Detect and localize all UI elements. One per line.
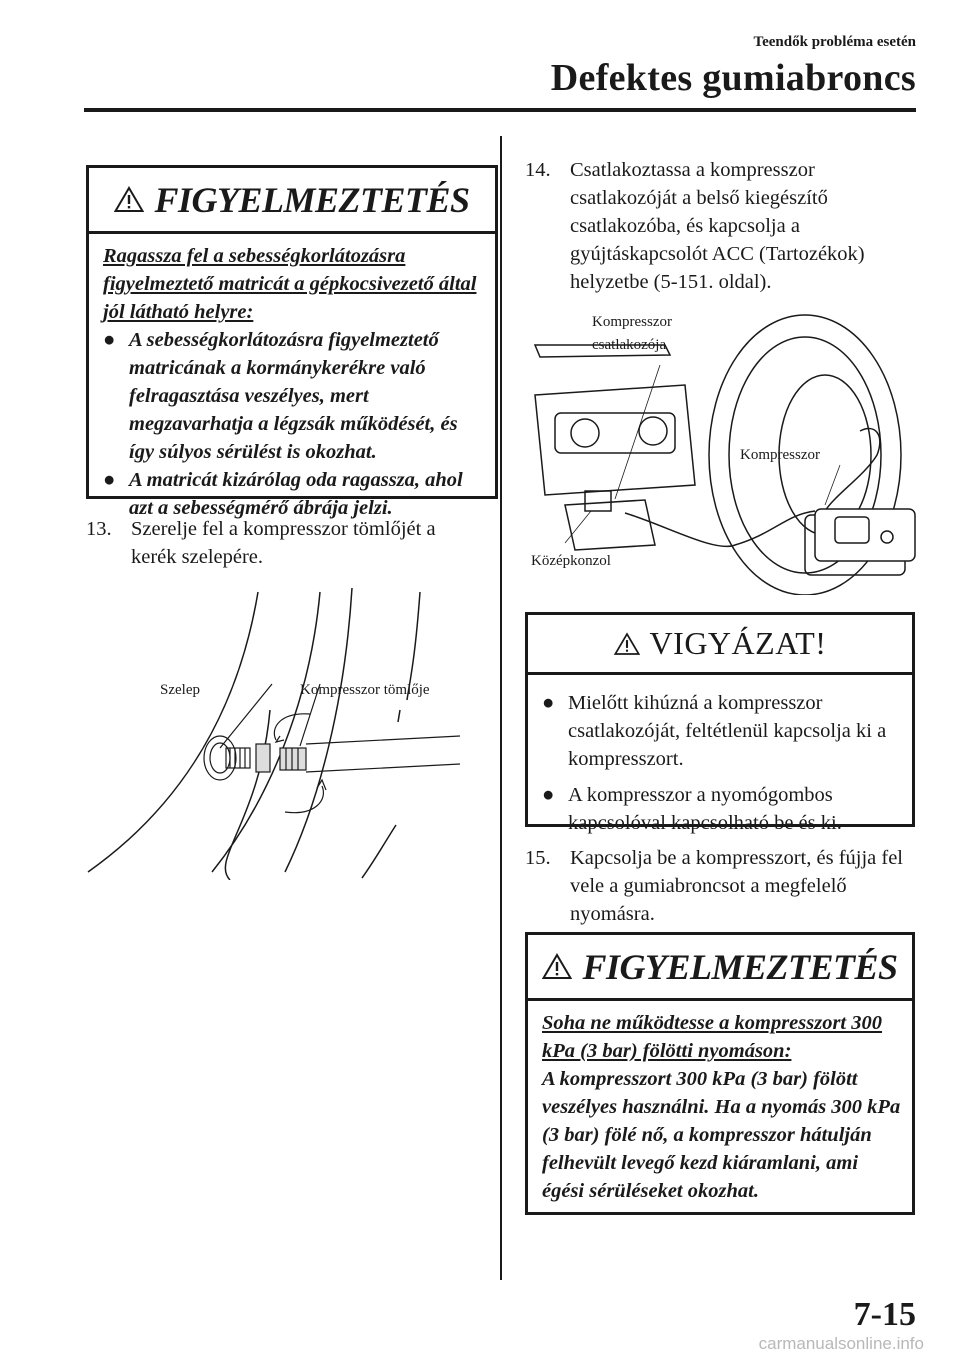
warning-triangle-icon — [114, 186, 144, 213]
step-text: Szerelje fel a kompresszor tömlőjét a kerék szelepére. — [131, 518, 436, 568]
warning-text: A kompresszort 300 kPa (3 bar) fölött veszélyes használni. Ha a nyomás 300 kPa (3 bar) fölé nő, a kompresszor hátulján felhevült levegő kezd kiáramlani, ami égési sérüléseket okozhat. — [542, 1068, 901, 1202]
warning-header — [89, 168, 495, 234]
bullet-icon: ● — [103, 329, 116, 351]
valve-hose-figure — [80, 580, 480, 880]
step-number: 13. — [86, 518, 112, 540]
step-text: Csatlakoztassa a kompresszor csatlakozóját a belső kiegészítő csatlakozóba, és kapcsolja a gyújtáskapcsolót ACC (Tartozékok) helyzetbe (5-151. oldal). — [570, 159, 865, 293]
page-number: 7-15 — [853, 1296, 916, 1333]
caution-bullet-text: A kompresszor a nyomógombos kapcsolóval kapcsolható be és ki. — [568, 784, 842, 834]
warning-box-2 — [525, 932, 915, 1215]
caution-header — [528, 615, 912, 675]
warning-body — [89, 234, 495, 522]
label-valve: Szelep — [160, 682, 200, 698]
page-title: Defektes gumiabroncs — [550, 57, 916, 99]
label-center-console: Középkonzol — [531, 553, 611, 569]
caution-body — [528, 675, 912, 837]
caution-bullet — [542, 781, 902, 837]
caution-title: VIGYÁZAT! — [649, 625, 827, 661]
caution-box — [525, 612, 915, 834]
warning-underlined-text: Soha ne működtesse a kompresszort 300 kPa (3 bar) fölötti nyomáson: — [542, 1012, 883, 1062]
caution-bullet-text: Mielőtt kihúzná a kompresszor csatlakozóját, feltétlenül kapcsolja ki a kompresszort. — [568, 692, 887, 770]
step-13 — [86, 515, 484, 575]
column-divider — [500, 136, 502, 1280]
warning-underlined-text: Ragassza fel a sebességkorlátozásra figyelmeztető matricát a gépkocsivezető által jól látható helyre: — [103, 245, 477, 323]
bullet-icon: ● — [542, 692, 555, 714]
warning-box-1 — [86, 165, 498, 519]
header-divider — [84, 108, 916, 112]
warning-title: FIGYELMEZTETÉS — [154, 179, 470, 220]
caution-triangle-icon — [614, 632, 640, 656]
warning-bullet — [103, 466, 485, 522]
warning-bullet — [103, 326, 485, 466]
warning-bullet-text: A matricát kizárólag oda ragassza, ahol azt a sebességmérő ábrája jelzi. — [129, 469, 463, 519]
watermark: carmanualsonline.info — [758, 1334, 924, 1353]
bullet-icon: ● — [103, 469, 116, 491]
warning-body — [528, 1001, 912, 1205]
warning-triangle-icon — [542, 953, 572, 980]
label-hose: Kompresszor tömlője — [300, 682, 430, 698]
label-connector-line-2: csatlakozója — [592, 337, 667, 353]
warning-bullet-text: A sebességkorlátozásra figyelmeztető matricának a kormánykerékre való felragasztása veszélyes, mert megzavarhatja a légzsák működését, és így súlyos sérülést is okozhat. — [129, 329, 458, 463]
step-text: Kapcsolja be a kompresszort, és fújja fel vele a gumiabroncsot a megfelelő nyomásra. — [570, 847, 904, 925]
caution-bullet — [542, 689, 902, 773]
section-title: Teendők probléma esetén — [753, 34, 916, 50]
label-compressor: Kompresszor — [740, 447, 820, 463]
label-connector-line-1: Kompresszor — [592, 314, 672, 330]
bullet-icon: ● — [542, 784, 555, 806]
step-number: 14. — [525, 159, 551, 181]
step-number: 15. — [525, 847, 551, 869]
step-14 — [525, 156, 915, 301]
compressor-figure — [525, 305, 925, 595]
step-15 — [525, 844, 915, 929]
warning-title: FIGYELMEZTETÉS — [582, 946, 898, 987]
warning-header — [528, 935, 912, 1001]
